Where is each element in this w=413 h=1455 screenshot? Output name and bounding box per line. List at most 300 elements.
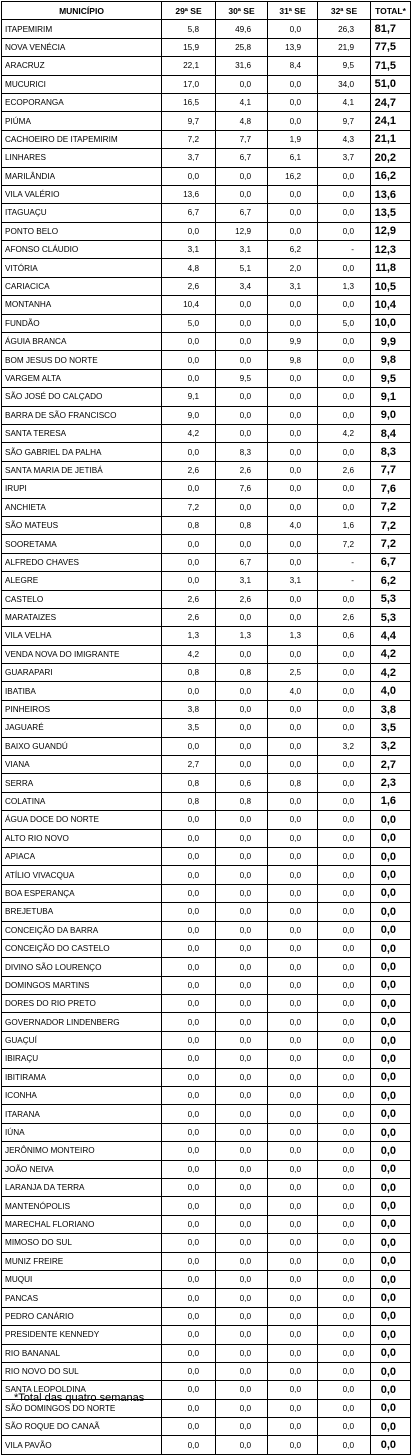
table-row	[2, 1013, 411, 1031]
se-31-cell: 0,0	[268, 811, 318, 829]
total-cell: 3,2	[371, 737, 411, 755]
municipio-cell: ITARANA	[2, 1105, 162, 1123]
se-31-cell: 0,0	[268, 1123, 318, 1141]
header-municipio: MUNICÍPIO	[2, 2, 162, 20]
se-32-cell: 2,6	[318, 608, 371, 626]
se-29-cell: 0,0	[162, 903, 216, 921]
se-31-cell: 0,0	[268, 1252, 318, 1270]
municipio-cell: VILA VALÉRIO	[2, 185, 162, 203]
municipio-cell: SÃO GABRIEL DA PALHA	[2, 443, 162, 461]
table-row	[2, 333, 411, 351]
se-31-cell: 3,1	[268, 277, 318, 295]
se-30-cell: 0,0	[216, 296, 268, 314]
se-31-cell: 0,0	[268, 535, 318, 553]
se-29-cell: 9,7	[162, 112, 216, 130]
se-32-cell: 0,0	[318, 259, 371, 277]
se-30-cell: 0,0	[216, 1215, 268, 1233]
se-29-cell: 0,0	[162, 1289, 216, 1307]
se-32-cell: 0,0	[318, 296, 371, 314]
municipio-cell: SÃO JOSÉ DO CALÇADO	[2, 388, 162, 406]
se-31-cell: 0,0	[268, 1436, 318, 1454]
table-row	[2, 535, 411, 553]
header-se-31: 31ª SE	[268, 2, 318, 20]
municipio-cell: NOVA VENÉCIA	[2, 38, 162, 56]
se-30-cell: 3,4	[216, 277, 268, 295]
se-32-cell: 4,3	[318, 130, 371, 148]
table-row	[2, 572, 411, 590]
se-31-cell: 0,0	[268, 1142, 318, 1160]
se-31-cell: 0,0	[268, 314, 318, 332]
total-cell: 0,0	[371, 903, 411, 921]
municipio-cell: ATÍLIO VIVACQUA	[2, 866, 162, 884]
se-32-cell: 0,0	[318, 847, 371, 865]
se-29-cell: 9,1	[162, 388, 216, 406]
table-row	[2, 866, 411, 884]
se-32-cell: 0,0	[318, 792, 371, 810]
municipio-cell: MONTANHA	[2, 296, 162, 314]
table-row	[2, 1418, 411, 1436]
municipio-cell: IRUPI	[2, 480, 162, 498]
total-cell: 4,0	[371, 682, 411, 700]
se-30-cell: 0,0	[216, 811, 268, 829]
table-row	[2, 498, 411, 516]
se-30-cell: 0,6	[216, 774, 268, 792]
table-row	[2, 516, 411, 534]
se-30-cell: 3,1	[216, 241, 268, 259]
table-row	[2, 976, 411, 994]
total-cell: 0,0	[371, 811, 411, 829]
se-31-cell: 9,8	[268, 351, 318, 369]
se-31-cell: 0,0	[268, 1160, 318, 1178]
total-cell: 1,6	[371, 792, 411, 810]
total-cell: 10,5	[371, 277, 411, 295]
se-29-cell: 4,8	[162, 259, 216, 277]
se-30-cell: 0,0	[216, 535, 268, 553]
se-30-cell: 25,8	[216, 38, 268, 56]
se-30-cell: 0,0	[216, 388, 268, 406]
total-cell: 0,0	[371, 1362, 411, 1380]
municipio-cell: PEDRO CANÁRIO	[2, 1307, 162, 1325]
table-row	[2, 829, 411, 847]
se-30-cell: 2,6	[216, 461, 268, 479]
se-31-cell: 6,2	[268, 241, 318, 259]
total-cell: 7,7	[371, 461, 411, 479]
se-29-cell: 1,3	[162, 627, 216, 645]
se-32-cell: 0,0	[318, 1050, 371, 1068]
total-cell: 0,0	[371, 1344, 411, 1362]
total-cell: 0,0	[371, 1087, 411, 1105]
se-29-cell: 7,2	[162, 498, 216, 516]
table-row	[2, 737, 411, 755]
se-32-cell: 26,3	[318, 20, 371, 38]
se-32-cell: 0,0	[318, 995, 371, 1013]
table-row	[2, 1326, 411, 1344]
se-29-cell: 0,0	[162, 1436, 216, 1454]
table-row	[2, 590, 411, 608]
municipio-cell: GUAÇUÍ	[2, 1031, 162, 1049]
se-29-cell: 0,8	[162, 774, 216, 792]
se-30-cell: 0,0	[216, 1068, 268, 1086]
se-29-cell: 0,0	[162, 1031, 216, 1049]
table-row	[2, 1142, 411, 1160]
se-31-cell: 0,0	[268, 737, 318, 755]
se-30-cell: 0,0	[216, 884, 268, 902]
se-30-cell: 0,0	[216, 1326, 268, 1344]
se-32-cell: 0,0	[318, 774, 371, 792]
header-se-29: 29ª SE	[162, 2, 216, 20]
se-30-cell: 0,0	[216, 921, 268, 939]
se-30-cell: 0,0	[216, 1123, 268, 1141]
se-29-cell: 7,2	[162, 130, 216, 148]
total-cell: 24,1	[371, 112, 411, 130]
total-cell: 5,3	[371, 590, 411, 608]
se-32-cell: 0,0	[318, 903, 371, 921]
se-32-cell: 0,0	[318, 682, 371, 700]
se-32-cell: 0,0	[318, 1197, 371, 1215]
se-30-cell: 0,0	[216, 608, 268, 626]
municipio-cell: BOA ESPERANÇA	[2, 884, 162, 902]
se-31-cell: 0,0	[268, 461, 318, 479]
se-30-cell: 0,0	[216, 333, 268, 351]
municipio-cell: SANTA MARIA DE JETIBÁ	[2, 461, 162, 479]
se-29-cell: 0,8	[162, 664, 216, 682]
total-cell: 0,0	[371, 1399, 411, 1417]
se-30-cell: 0,0	[216, 424, 268, 442]
total-cell: 0,0	[371, 1160, 411, 1178]
se-30-cell: 6,7	[216, 149, 268, 167]
total-cell: 0,0	[371, 976, 411, 994]
table-row	[2, 314, 411, 332]
table-row	[2, 461, 411, 479]
se-31-cell: 13,9	[268, 38, 318, 56]
table-row	[2, 149, 411, 167]
table-row	[2, 20, 411, 38]
se-31-cell: 0,0	[268, 185, 318, 203]
table-header-row	[2, 2, 411, 20]
table-row	[2, 93, 411, 111]
se-32-cell: 0,0	[318, 866, 371, 884]
total-cell: 0,0	[371, 1123, 411, 1141]
se-30-cell: 0,0	[216, 1418, 268, 1436]
table-row	[2, 75, 411, 93]
total-cell: 0,0	[371, 1252, 411, 1270]
municipio-cell: SOORETAMA	[2, 535, 162, 553]
table-row	[2, 388, 411, 406]
se-29-cell: 0,0	[162, 535, 216, 553]
municipio-cell: IBIRAÇU	[2, 1050, 162, 1068]
municipio-cell: ITAPEMIRIM	[2, 20, 162, 38]
total-cell: 0,0	[371, 1381, 411, 1399]
se-32-cell: 0,0	[318, 388, 371, 406]
se-29-cell: 0,0	[162, 737, 216, 755]
total-cell: 0,0	[371, 866, 411, 884]
table-row	[2, 700, 411, 718]
se-31-cell: 0,0	[268, 1234, 318, 1252]
municipio-cell: CACHOEIRO DE ITAPEMIRIM	[2, 130, 162, 148]
municipio-cell: MARILÂNDIA	[2, 167, 162, 185]
se-29-cell: 0,0	[162, 1068, 216, 1086]
se-31-cell: 4,0	[268, 682, 318, 700]
se-30-cell: 5,1	[216, 259, 268, 277]
se-32-cell: 0,0	[318, 406, 371, 424]
total-cell: 9,5	[371, 369, 411, 387]
total-cell: 0,0	[371, 1179, 411, 1197]
total-cell: 0,0	[371, 1215, 411, 1233]
se-30-cell: 2,6	[216, 590, 268, 608]
header-se-32: 32ª SE	[318, 2, 371, 20]
se-29-cell: 0,0	[162, 866, 216, 884]
se-29-cell: 5,8	[162, 20, 216, 38]
se-32-cell: 1,3	[318, 277, 371, 295]
table-row	[2, 903, 411, 921]
se-30-cell: 0,0	[216, 737, 268, 755]
se-29-cell: 0,0	[162, 1013, 216, 1031]
municipio-cell: JAGUARÉ	[2, 719, 162, 737]
se-31-cell: 0,0	[268, 20, 318, 38]
se-30-cell: 8,3	[216, 443, 268, 461]
municipio-cell: ITAGUAÇU	[2, 204, 162, 222]
total-cell: 4,4	[371, 627, 411, 645]
municipio-cell: VITÓRIA	[2, 259, 162, 277]
se-29-cell: 0,0	[162, 222, 216, 240]
total-cell: 10,4	[371, 296, 411, 314]
municipio-cell: ALTO RIO NOVO	[2, 829, 162, 847]
total-cell: 0,0	[371, 1270, 411, 1288]
total-cell: 0,0	[371, 1418, 411, 1436]
se-31-cell: 0,0	[268, 1326, 318, 1344]
municipio-cell: VIANA	[2, 756, 162, 774]
table-body	[2, 20, 411, 1454]
municipio-cell: CASTELO	[2, 590, 162, 608]
se-31-cell: 0,0	[268, 1270, 318, 1288]
municipio-cell: PRESIDENTE KENNEDY	[2, 1326, 162, 1344]
total-cell: 0,0	[371, 995, 411, 1013]
se-29-cell: 0,0	[162, 1179, 216, 1197]
table-row	[2, 682, 411, 700]
se-30-cell: 4,1	[216, 93, 268, 111]
se-30-cell: 0,8	[216, 516, 268, 534]
se-31-cell: 0,0	[268, 480, 318, 498]
municipio-cell: VILA VELHA	[2, 627, 162, 645]
se-29-cell: 0,0	[162, 1197, 216, 1215]
table-row	[2, 57, 411, 75]
municipio-cell: IBATIBA	[2, 682, 162, 700]
se-29-cell: 0,0	[162, 995, 216, 1013]
se-29-cell: 9,0	[162, 406, 216, 424]
municipio-cell: SÃO DOMINGOS DO NORTE	[2, 1399, 162, 1417]
se-32-cell: 0,0	[318, 1381, 371, 1399]
se-30-cell: 0,0	[216, 719, 268, 737]
municipio-cell: PANCAS	[2, 1289, 162, 1307]
se-32-cell: 0,0	[318, 756, 371, 774]
table-row	[2, 847, 411, 865]
se-32-cell: 7,2	[318, 535, 371, 553]
se-29-cell: 0,0	[162, 958, 216, 976]
total-cell: 0,0	[371, 1031, 411, 1049]
se-29-cell: 6,7	[162, 204, 216, 222]
se-30-cell: 4,8	[216, 112, 268, 130]
table-row	[2, 443, 411, 461]
municipio-cell: ARACRUZ	[2, 57, 162, 75]
municipio-cell: GOVERNADOR LINDENBERG	[2, 1013, 162, 1031]
se-31-cell: 0,8	[268, 774, 318, 792]
se-29-cell: 0,0	[162, 939, 216, 957]
se-29-cell: 3,7	[162, 149, 216, 167]
total-cell: 3,5	[371, 719, 411, 737]
se-32-cell: 0,0	[318, 167, 371, 185]
municipio-cell: CONCEIÇÃO DO CASTELO	[2, 939, 162, 957]
total-cell: 0,0	[371, 1307, 411, 1325]
table-row	[2, 38, 411, 56]
table-row	[2, 921, 411, 939]
se-31-cell: 0,0	[268, 424, 318, 442]
se-32-cell: 0,0	[318, 829, 371, 847]
se-29-cell: 0,0	[162, 351, 216, 369]
se-32-cell: 2,6	[318, 461, 371, 479]
se-29-cell: 0,0	[162, 553, 216, 571]
se-29-cell: 0,0	[162, 333, 216, 351]
se-32-cell: 0,6	[318, 627, 371, 645]
se-31-cell: 0,0	[268, 1013, 318, 1031]
se-30-cell: 1,3	[216, 627, 268, 645]
table-row	[2, 130, 411, 148]
municipio-cell: ALFREDO CHAVES	[2, 553, 162, 571]
total-cell: 5,3	[371, 608, 411, 626]
municipio-cell: IÚNA	[2, 1123, 162, 1141]
total-cell: 0,0	[371, 1068, 411, 1086]
se-29-cell: 3,5	[162, 719, 216, 737]
total-cell: 7,2	[371, 498, 411, 516]
municipio-cell: SANTA TERESA	[2, 424, 162, 442]
table-row	[2, 1050, 411, 1068]
se-32-cell: 0,0	[318, 1160, 371, 1178]
se-31-cell: 0,0	[268, 995, 318, 1013]
total-cell: 12,9	[371, 222, 411, 240]
se-30-cell: 0,0	[216, 1013, 268, 1031]
table-row	[2, 1289, 411, 1307]
se-31-cell: 16,2	[268, 167, 318, 185]
se-31-cell: 0,0	[268, 921, 318, 939]
municipio-cell: ÁGUIA BRANCA	[2, 333, 162, 351]
se-32-cell: 0,0	[318, 958, 371, 976]
se-29-cell: 0,0	[162, 1087, 216, 1105]
se-30-cell: 0,0	[216, 700, 268, 718]
se-32-cell: 9,5	[318, 57, 371, 75]
se-31-cell: 0,0	[268, 1031, 318, 1049]
se-31-cell: 0,0	[268, 719, 318, 737]
municipio-cell: MANTENÓPOLIS	[2, 1197, 162, 1215]
se-31-cell: 0,0	[268, 1197, 318, 1215]
municipio-cell: BOM JESUS DO NORTE	[2, 351, 162, 369]
se-31-cell: 0,0	[268, 75, 318, 93]
total-cell: 9,0	[371, 406, 411, 424]
table-row	[2, 664, 411, 682]
table-row	[2, 608, 411, 626]
total-cell: 7,6	[371, 480, 411, 498]
total-cell: 0,0	[371, 884, 411, 902]
se-29-cell: 3,8	[162, 700, 216, 718]
municipio-cell: MIMOSO DO SUL	[2, 1234, 162, 1252]
table-row	[2, 1087, 411, 1105]
total-cell: 0,0	[371, 1326, 411, 1344]
se-31-cell: 8,4	[268, 57, 318, 75]
table-row	[2, 1031, 411, 1049]
se-30-cell: 0,0	[216, 1105, 268, 1123]
table-row	[2, 1179, 411, 1197]
se-30-cell: 0,0	[216, 1197, 268, 1215]
se-32-cell: 0,0	[318, 222, 371, 240]
se-31-cell: 0,0	[268, 296, 318, 314]
se-32-cell: 0,0	[318, 369, 371, 387]
se-31-cell: 0,0	[268, 1050, 318, 1068]
se-30-cell: 0,0	[216, 1289, 268, 1307]
municipio-cell: PINHEIROS	[2, 700, 162, 718]
table-row	[2, 1215, 411, 1233]
total-cell: 12,3	[371, 241, 411, 259]
se-32-cell: 0,0	[318, 1215, 371, 1233]
table-row	[2, 480, 411, 498]
municipio-cell: APIACA	[2, 847, 162, 865]
se-30-cell: 0,8	[216, 792, 268, 810]
se-32-cell: 0,0	[318, 333, 371, 351]
se-32-cell: 0,0	[318, 498, 371, 516]
se-30-cell: 7,7	[216, 130, 268, 148]
table-row	[2, 406, 411, 424]
se-32-cell: 0,0	[318, 1087, 371, 1105]
se-31-cell: 0,0	[268, 1289, 318, 1307]
se-31-cell: 0,0	[268, 204, 318, 222]
table-row	[2, 296, 411, 314]
se-30-cell: 0,0	[216, 498, 268, 516]
se-31-cell: 0,0	[268, 756, 318, 774]
table-row	[2, 424, 411, 442]
se-31-cell: 0,0	[268, 590, 318, 608]
municipio-cell: ANCHIETA	[2, 498, 162, 516]
total-cell: 0,0	[371, 1142, 411, 1160]
se-31-cell: 0,0	[268, 700, 318, 718]
se-32-cell: 0,0	[318, 976, 371, 994]
total-cell: 16,2	[371, 167, 411, 185]
table-row	[2, 241, 411, 259]
se-31-cell: 0,0	[268, 903, 318, 921]
se-29-cell: 0,0	[162, 1142, 216, 1160]
se-32-cell: 0,0	[318, 1362, 371, 1380]
municipio-cell: AFONSO CLÁUDIO	[2, 241, 162, 259]
se-30-cell: 0,0	[216, 1362, 268, 1380]
se-31-cell: 0,0	[268, 406, 318, 424]
municipio-cell: FUNDÃO	[2, 314, 162, 332]
table-row	[2, 645, 411, 663]
se-30-cell: 0,0	[216, 1436, 268, 1454]
se-29-cell: 0,0	[162, 829, 216, 847]
se-30-cell: 0,0	[216, 829, 268, 847]
se-31-cell: 0,0	[268, 829, 318, 847]
se-29-cell: 2,6	[162, 590, 216, 608]
se-30-cell: 0,0	[216, 1399, 268, 1417]
se-31-cell: 0,0	[268, 939, 318, 957]
se-32-cell: 0,0	[318, 921, 371, 939]
se-31-cell: 0,0	[268, 1344, 318, 1362]
se-30-cell: 0,0	[216, 958, 268, 976]
total-cell: 7,2	[371, 535, 411, 553]
se-30-cell: 0,0	[216, 1179, 268, 1197]
se-31-cell: 0,0	[268, 1215, 318, 1233]
se-31-cell: 0,0	[268, 93, 318, 111]
total-cell: 6,7	[371, 553, 411, 571]
se-30-cell: 0,0	[216, 185, 268, 203]
se-31-cell: 0,0	[268, 222, 318, 240]
municipio-cell: GUARAPARI	[2, 664, 162, 682]
